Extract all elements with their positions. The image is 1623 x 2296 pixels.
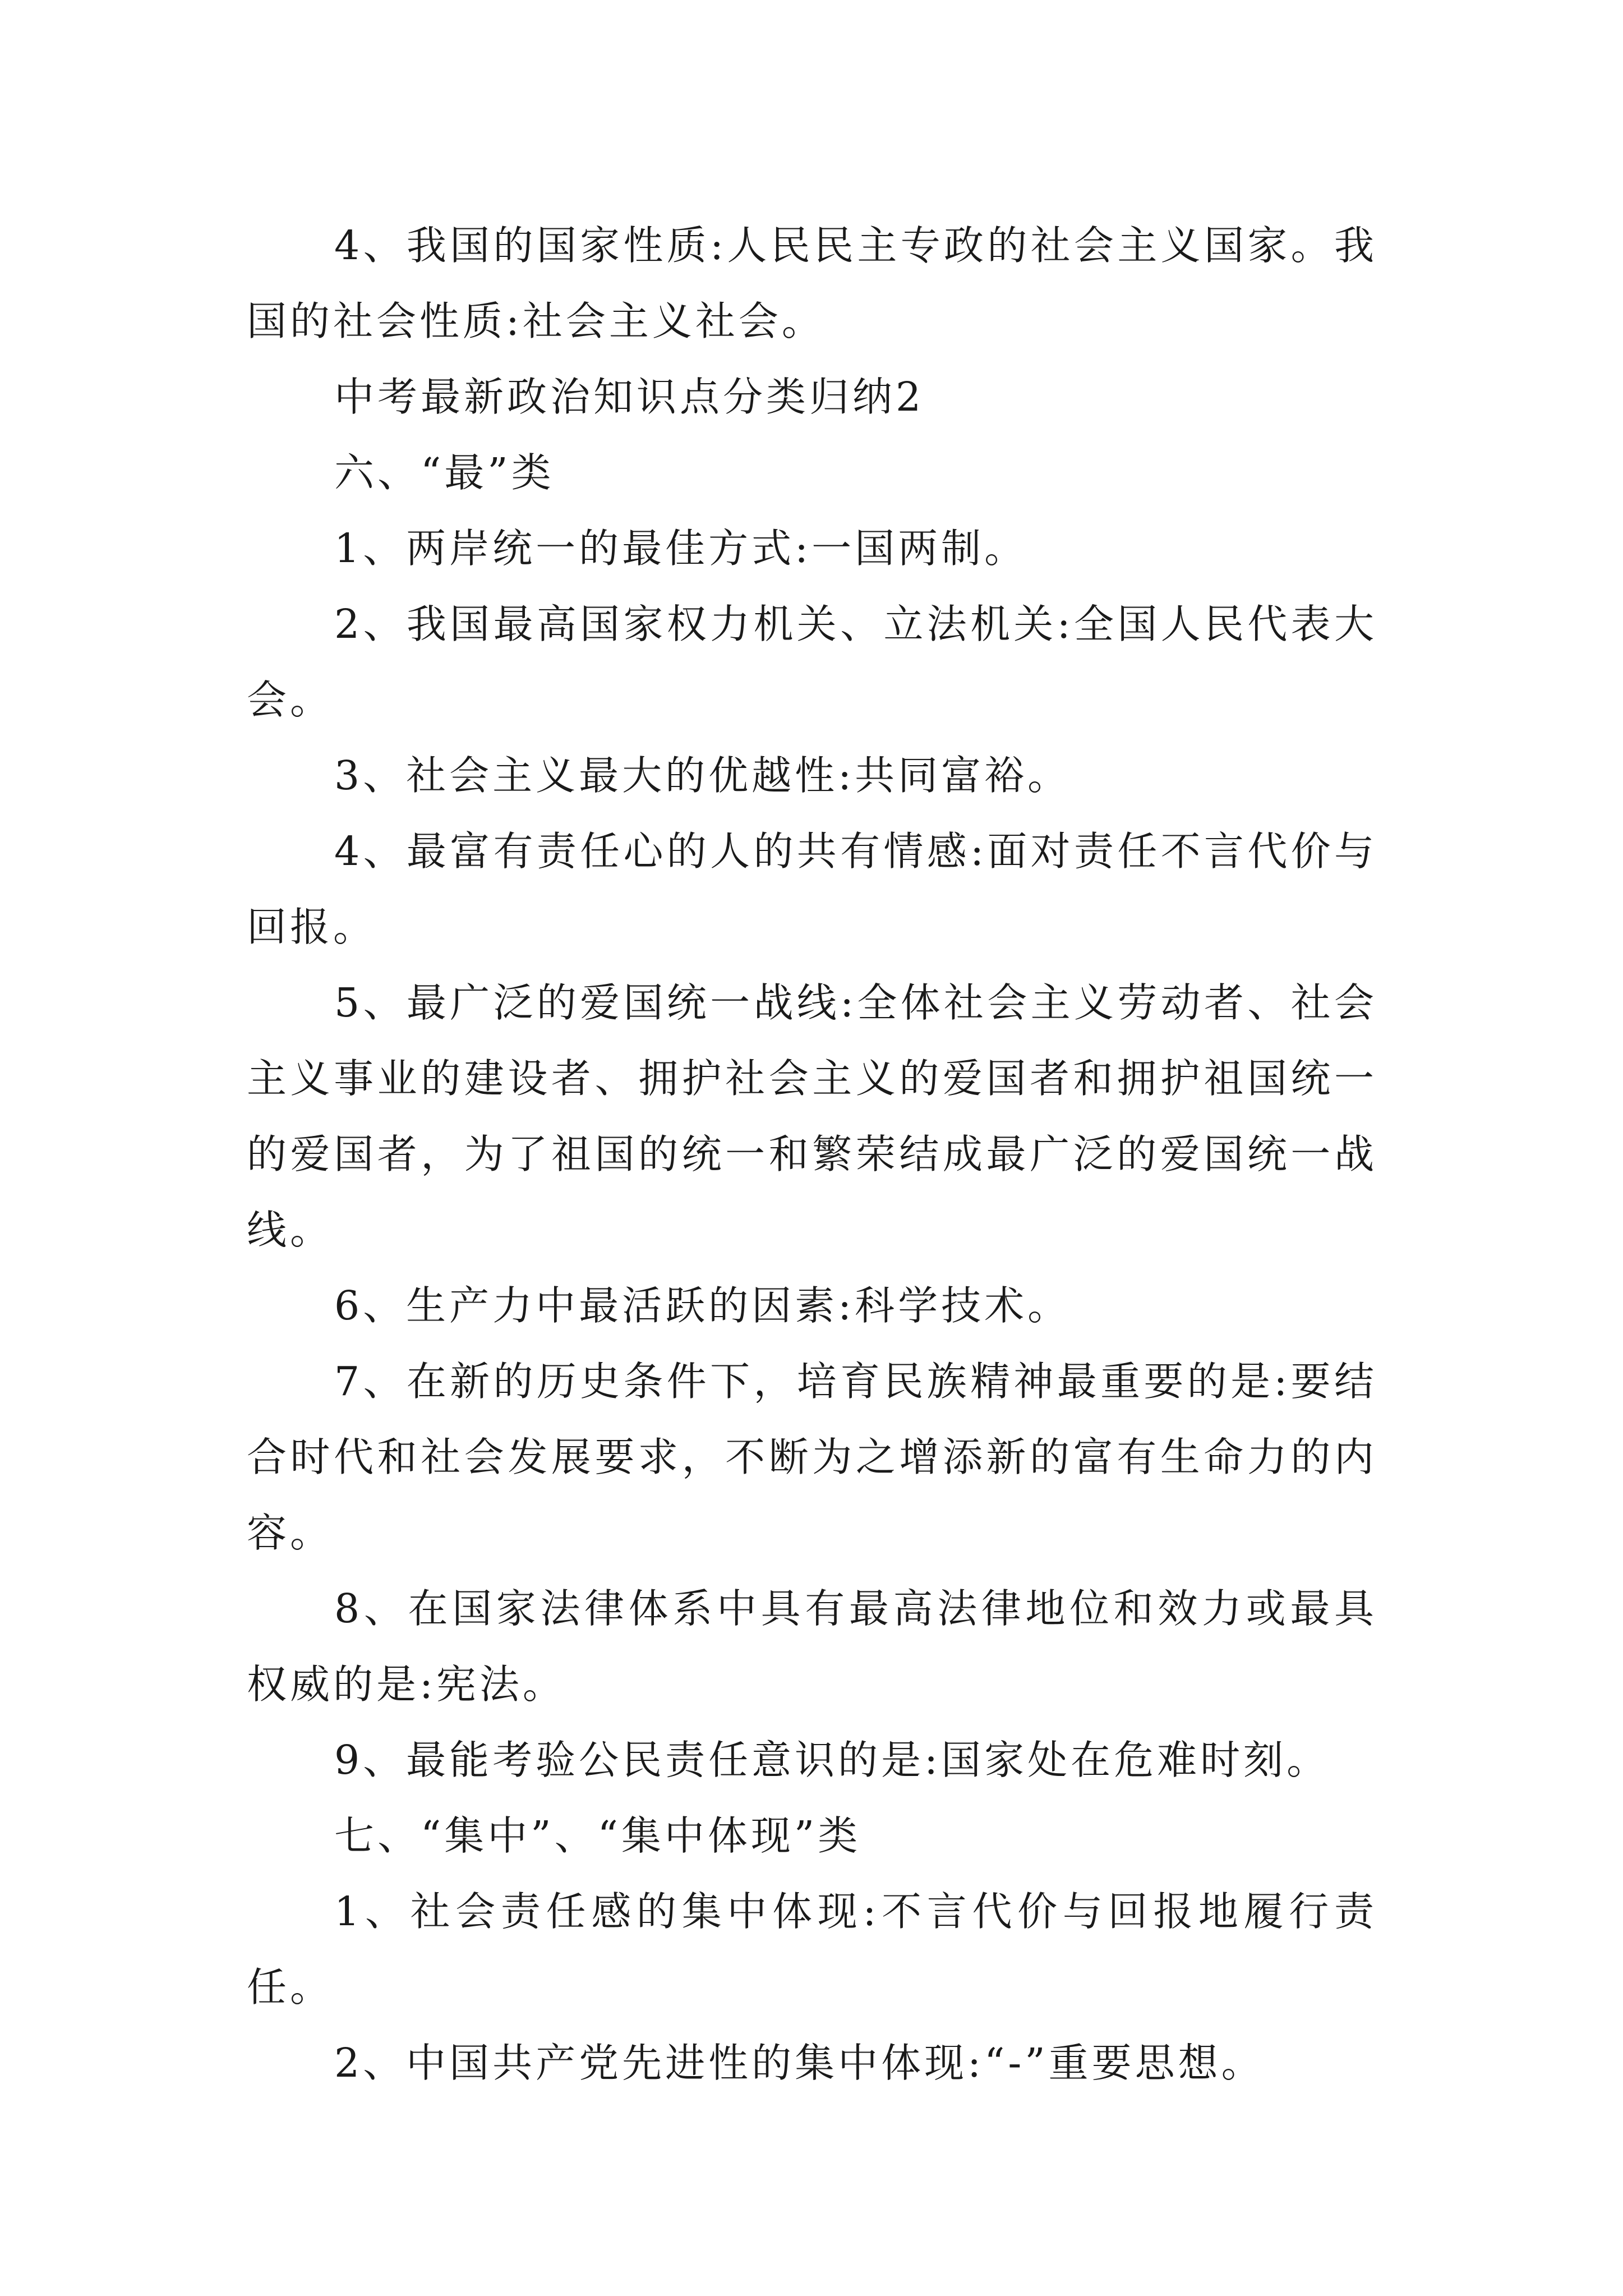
- paragraph-state-nature: 4、我国的国家性质:人民民主专政的社会主义国家。我国的社会性质:社会主义社会。: [247, 222, 1377, 344]
- list-item: 3、社会主义最大的优越性:共同富裕。: [334, 752, 1071, 799]
- document-body: [247, 208, 1377, 2101]
- list-item: 8、在国家法律体系中具有最高法律地位和效力或最具权威的是:宪法。: [247, 1585, 1377, 1708]
- heading-six: 六、“最”类: [334, 449, 555, 496]
- list-item: 1、两岸统一的最佳方式:一国两制。: [334, 525, 1028, 572]
- list-item: 7、在新的历史条件下，培育民族精神最重要的是:要结合时代和社会发展要求，不断为之增添新的富有生命力的内容。: [247, 1358, 1377, 1556]
- list-item: 2、中国共产党先进性的集中体现:“-”重要思想。: [334, 2040, 1265, 2086]
- heading-seven: 七、“集中”、“集中体现”类: [334, 1812, 861, 1859]
- list-item: 5、最广泛的爱国统一战线:全体社会主义劳动者、社会主义事业的建设者、拥护社会主义的爱国者和拥护祖国统一的爱国者，为了祖国的统一和繁荣结成最广泛的爱国统一战线。: [247, 979, 1377, 1253]
- list-item: 9、最能考验公民责任意识的是:国家处在危难时刻。: [334, 1737, 1330, 1783]
- list-item: 4、最富有责任心的人的共有情感:面对责任不言代价与回报。: [247, 828, 1377, 950]
- section-title: 中考最新政治知识点分类归纳2: [334, 374, 925, 420]
- list-item: 2、我国最高国家权力机关、立法机关:全国人民代表大会。: [247, 601, 1377, 723]
- list-item: 1、社会责任感的集中体现:不言代价与回报地履行责任。: [247, 1888, 1377, 2010]
- list-item: 6、生产力中最活跃的因素:科学技术。: [334, 1282, 1071, 1329]
